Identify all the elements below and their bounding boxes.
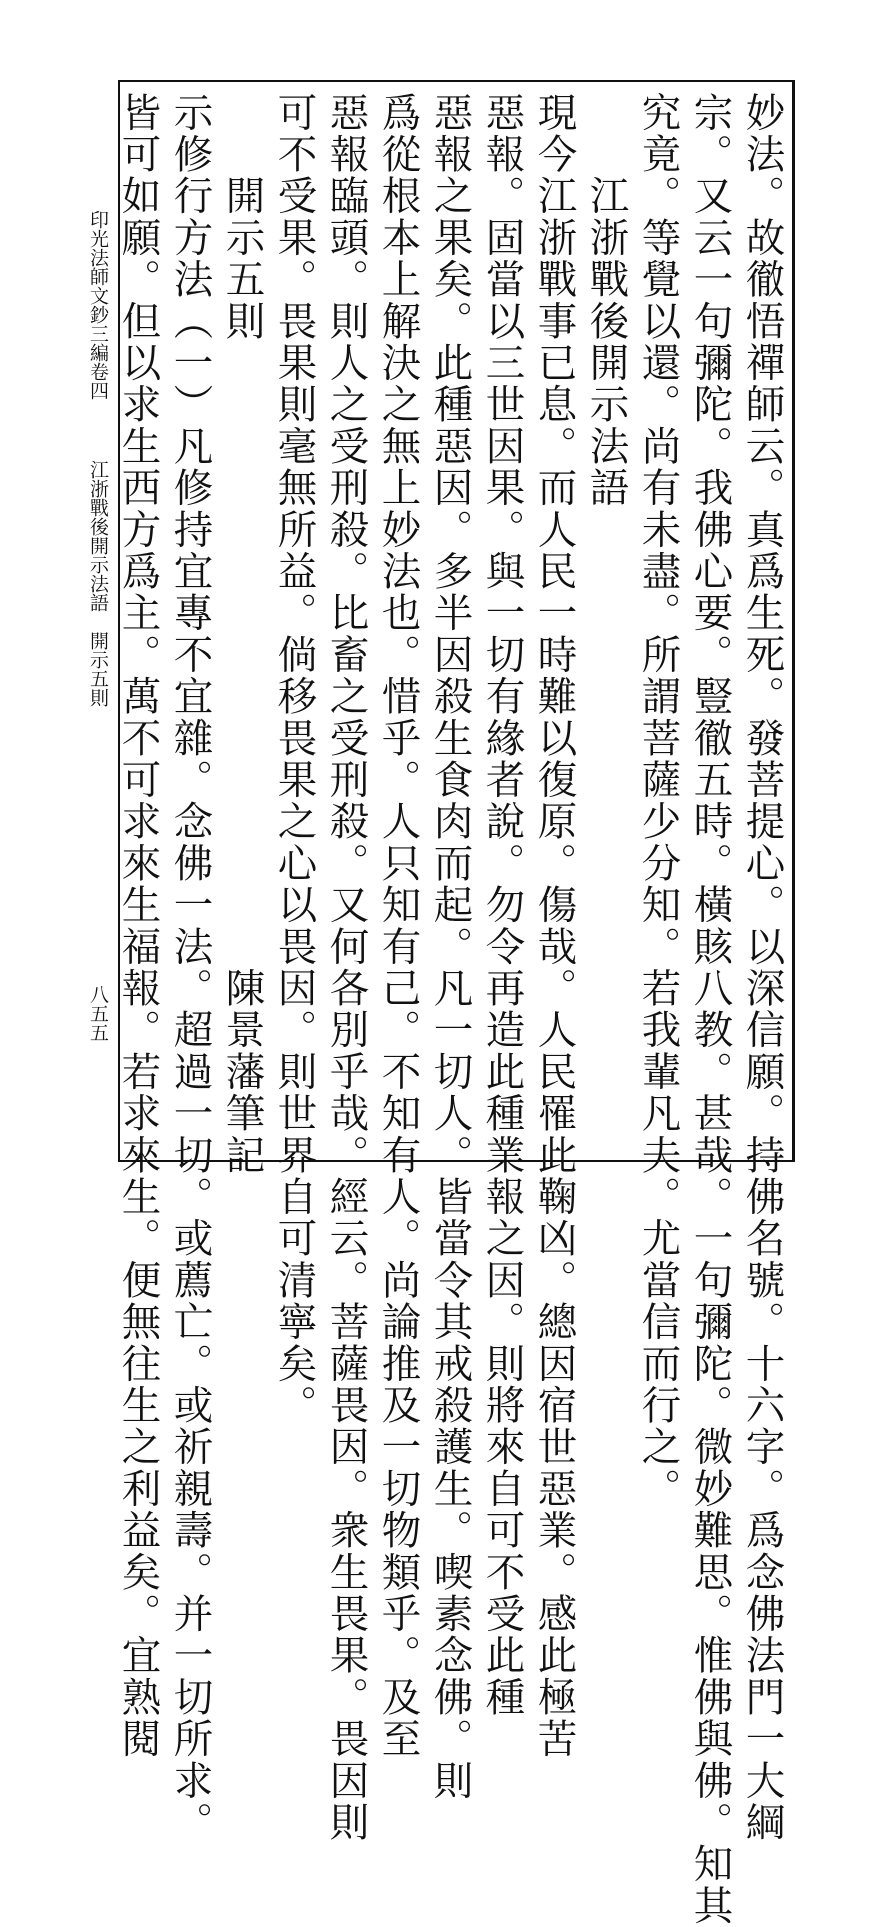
text-column-12: 示修行方法（一）凡修持宜專不宜雜。念佛一法。超過一切。或薦亡。或祈親壽。并一切所求。 [167, 92, 214, 1844]
text-column-7: 惡報之果矣。此種惡因。多半因殺生食肉而起。凡一切人。皆當令其戒殺護生。喫素念佛。則 [427, 92, 474, 1802]
text-column-3: 究竟。等覺以還。尚有未盡。所謂菩薩少分知。若我輩凡夫。尤當信而行之。 [635, 92, 682, 1510]
frame-top-rule [118, 80, 794, 82]
text-column-8: 爲從根本上解決之無上妙法也。惜乎。人只知有己。不知有人。尚論推及一切物類乎。及至 [375, 92, 422, 1760]
text-column-1: 妙法。故徹悟禪師云。真爲生死。發菩提心。以深信願。持佛名號。十六字。爲念佛法門一大綱 [739, 92, 786, 1844]
section-heading-jiangzhe: 江浙戰後開示法語 [583, 92, 630, 509]
text-column-10: 可不受果。畏果則毫無所益。倘移畏果之心以畏因。則世界自可清寧矣。 [271, 92, 318, 1427]
text-column-9: 惡報臨頭。則人之受刑殺。比畜之受刑殺。又何各別乎哉。經云。菩薩畏因。衆生畏果。畏因則 [323, 92, 370, 1844]
text-column-6: 惡報。固當以三世因果。與一切有緣者說。勿令再造此種業報之因。則將來自可不受此種 [479, 92, 526, 1719]
section-title: 江浙戰後開示法語 開示五則 [87, 460, 109, 707]
frame-right-rule [792, 80, 795, 1162]
book-title: 印光法師文鈔三編卷四 [87, 210, 109, 400]
page-number: 八五五 [87, 985, 109, 1042]
section-heading-five-talks: 開示五則 陳景藩筆記 [219, 92, 266, 1177]
text-column-13: 皆可如願。但以求生西方爲主。萬不可求來生福報。若求來生。便無往生之利益矣。宜熟閱 [115, 92, 162, 1760]
text-column-2: 宗。又云一句彌陀。我佛心要。豎徹五時。橫賅八教。甚哉。一句彌陀。微妙難思。惟佛與佛。知其 [687, 92, 734, 1927]
text-column-5: 現今江浙戰事已息。而人民一時難以復原。傷哉。人民罹此鞠凶。總因宿世惡業。感此極苦 [531, 92, 578, 1760]
